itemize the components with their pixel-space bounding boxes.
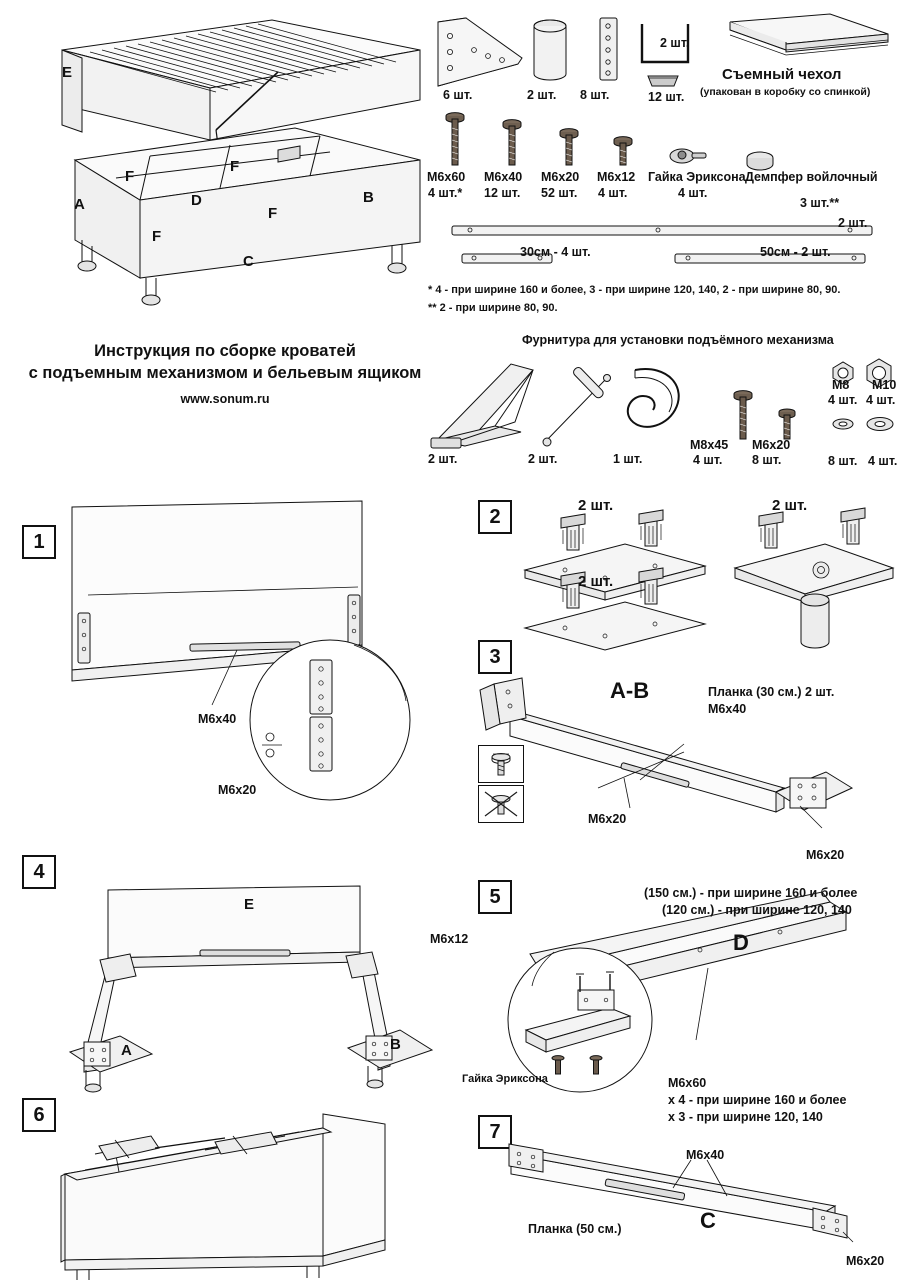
step-5-label-m6x60: M6x60 <box>668 1076 707 1090</box>
step-1-illustration <box>62 495 442 825</box>
bolt-m6x40-name: M6x40 <box>484 170 523 184</box>
footnote-2: ** 2 - при ширине 80, 90. <box>428 302 558 314</box>
step-5-note-120: (120 см.) - при ширине 120, 140 <box>662 903 852 917</box>
overview-label-b: B <box>363 189 374 206</box>
mechanism-qty: 2 шт. <box>428 452 458 466</box>
washer-small-qty: 8 шт. <box>828 454 858 468</box>
bolt-m8x45-name: M8x45 <box>690 438 729 452</box>
step-1-number: 1 <box>22 525 56 559</box>
step-4-number: 4 <box>22 855 56 889</box>
nut-m8-name: M8 <box>832 378 850 392</box>
step-3-label-m6x40: M6x40 <box>708 702 747 716</box>
website-url: www.sonum.ru <box>180 392 270 406</box>
bolt-m6x20-name: M6x20 <box>541 170 580 184</box>
step-5-number: 5 <box>478 880 512 914</box>
step-3-label-m6x20-a: M6x20 <box>588 812 627 826</box>
footnote-1: * 4 - при ширине 160 и более, 3 - при ширине 120, 140, 2 - при ширине 80, 90. <box>428 284 841 296</box>
step-2-qty-top-left: 2 шт. <box>578 497 614 514</box>
gas-strut-qty: 2 шт. <box>528 452 558 466</box>
step-3-label-m6x20-b: M6x20 <box>806 848 845 862</box>
step-2-qty-right: 2 шт. <box>772 497 808 514</box>
rail-50-label: 50см - 2 шт. <box>760 245 831 259</box>
bolt-m8x45-qty: 4 шт. <box>693 453 723 467</box>
lift-kit-illustrations <box>425 350 898 470</box>
step-3-number: 3 <box>478 640 512 674</box>
bolt-m6x12-name: M6x12 <box>597 170 636 184</box>
no-screw-icon-box <box>478 785 524 823</box>
step-5-note-150: (150 см.) - при ширине 160 и более <box>644 886 858 900</box>
page-title <box>20 340 430 385</box>
step-4-label-a: A <box>121 1042 132 1059</box>
step-1-label-m6x40: M6x40 <box>198 712 237 726</box>
overview-label-e: E <box>62 64 73 81</box>
felt-damper-name: Демпфер войлочный <box>745 170 878 184</box>
bolt-m6x12-qty: 4 шт. <box>598 186 628 200</box>
step-5-illustration <box>500 890 895 1090</box>
nut-m8-qty: 4 шт. <box>828 393 858 407</box>
step-2-qty-bottom-left: 2 шт. <box>578 573 614 590</box>
title-line-2: с подъемным механизмом и бельевым ящиком <box>28 364 422 383</box>
title-line-1: Инструкция по сборке кроватей <box>94 342 356 360</box>
step-5-note-x4: x 4 - при ширине 160 и более <box>668 1093 847 1107</box>
step-4-label-e: E <box>244 896 255 913</box>
step-5-label-m6x12: M6x12 <box>430 932 469 946</box>
bolt-m6x20-qty: 52 шт. <box>541 186 578 200</box>
nut-m10-qty: 4 шт. <box>866 393 896 407</box>
bolt-m6x60-qty: 4 шт.* <box>428 186 463 200</box>
step-7-label-plank: Планка (50 см.) <box>528 1222 622 1236</box>
erickson-nut-name: Гайка Эриксона <box>648 170 746 184</box>
step-2-illustration <box>505 500 895 650</box>
nut-m10-name: M10 <box>872 378 897 392</box>
bracket-qty: 6 шт. <box>443 88 473 102</box>
screw-icon-box <box>478 745 524 783</box>
bolt-m6x60-name: M6x60 <box>427 170 466 184</box>
step-6-illustration <box>55 1110 415 1275</box>
lift-kit-heading: Фурнитура для установки подъёмного механизма <box>522 333 834 347</box>
step-2-number: 2 <box>478 500 512 534</box>
overview-label-a: A <box>74 196 85 213</box>
overview-label-f4: F <box>268 205 278 222</box>
erickson-nut-qty: 4 шт. <box>678 186 708 200</box>
step-6-number: 6 <box>22 1098 56 1132</box>
step-1-label-m6x20: M6x20 <box>218 783 257 797</box>
step-5-note-x3: x 3 - при ширине 120, 140 <box>668 1110 823 1124</box>
bolt-m6x40-qty: 12 шт. <box>484 186 521 200</box>
lift-bolt-m6x20-qty: 8 шт. <box>752 453 782 467</box>
step-5-label-d: D <box>733 930 749 955</box>
overview-label-c: C <box>243 253 254 270</box>
lift-bolt-m6x20-name: M6x20 <box>752 438 791 452</box>
overview-label-d: D <box>191 192 202 209</box>
step-3-label-plank: Планка (30 см.) 2 шт. <box>708 685 835 699</box>
step-7-label-m6x40: M6x40 <box>686 1148 725 1162</box>
cover-title: Съемный чехол <box>722 66 842 83</box>
step-7-number: 7 <box>478 1115 512 1149</box>
overview-label-f1: F <box>125 168 135 185</box>
overview-label-f2: F <box>230 158 240 175</box>
felt-damper-qty: 3 шт.** <box>800 196 840 210</box>
staple-qty: 2 шт. <box>660 36 690 50</box>
step-7-label-m6x20: M6x20 <box>846 1254 885 1268</box>
step-5-label-erickson: Гайка Эриксона <box>462 1073 548 1085</box>
rail-30-label: 30см - 4 шт. <box>520 245 591 259</box>
step-7-label-c: C <box>700 1208 716 1233</box>
strap-qty: 1 шт. <box>613 452 643 466</box>
step-3-label-ab: A-B <box>610 678 650 703</box>
roller-qty: 2 шт. <box>527 88 557 102</box>
plate-qty: 8 шт. <box>580 88 610 102</box>
overview-label-f3: F <box>152 228 162 245</box>
step-4-label-b: B <box>390 1036 401 1053</box>
cover-note: (упакован в коробку со спинкой) <box>700 86 871 98</box>
washer-large-qty: 4 шт. <box>868 454 898 468</box>
rail-long-qty: 2 шт. <box>838 216 868 230</box>
cap-qty: 12 шт. <box>648 90 685 104</box>
